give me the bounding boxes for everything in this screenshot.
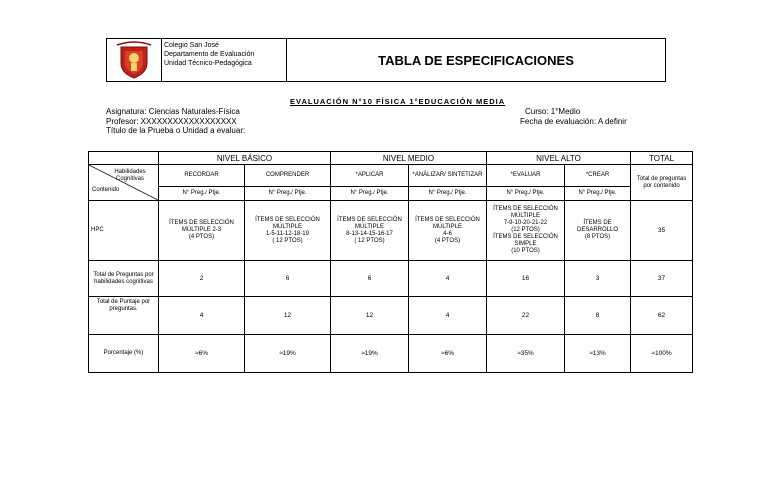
document-title: TABLA DE ESPECIFICACIONES	[378, 52, 574, 68]
table-cell: ≈13%	[565, 335, 631, 373]
logo-cell	[107, 39, 162, 81]
test-title-line: Título de la Prueba o Unidad a evaluar:	[106, 126, 246, 135]
hpc-cell: ÍTEMS DE SELECCIÓN MÚLTIPLE 2-3 (4 PTOS)	[159, 201, 245, 261]
skill-crear: *CREAR	[565, 165, 631, 187]
corner-blank	[89, 152, 159, 165]
hpc-cell: ÍTEMS DE DESARROLLO (8 PTOS)	[565, 201, 631, 261]
table-cell: 37	[631, 261, 693, 297]
school-crest-logo	[107, 39, 161, 81]
hpc-label: HPC	[89, 201, 159, 261]
table-cell: 12	[331, 297, 409, 335]
total-per-content-header: Total de preguntas por contenido	[631, 165, 693, 201]
table-cell: 22	[487, 297, 565, 335]
level-header-row	[89, 152, 693, 165]
preg-ptje-cell: N° Preg./ Ptje.	[245, 187, 331, 201]
preg-ptje-cell: N° Preg./ Ptje.	[565, 187, 631, 201]
skill-evaluar: *EVALUAR	[487, 165, 565, 187]
table-cell: 4	[159, 297, 245, 335]
preg-ptje-cell: N° Preg./ Ptje.	[331, 187, 409, 201]
table-cell: 4	[409, 297, 487, 335]
percentage-label: Porcentaje (%)	[89, 335, 159, 373]
unit-name: Unidad Técnico-Pedagógica	[164, 60, 252, 67]
skill-comprender: COMPRENDER	[245, 165, 331, 187]
date-line: Fecha de evaluación: A definir	[520, 117, 627, 126]
hpc-cell: ÍTEMS DE SELECCIÓN MÚLTIPLE 8-13-14-15-16-17 ( 12 PTOS)	[331, 201, 409, 261]
table-cell: 6	[331, 261, 409, 297]
level-medium: NIVEL MEDIO	[331, 152, 487, 165]
questions-label: Total de Preguntas por habilidades cognitivas	[89, 261, 159, 297]
school-name: Colegio San José	[164, 42, 219, 49]
skill-aplicar: *APLICAR	[331, 165, 409, 187]
preg-ptje-cell: N° Preg./ Ptje.	[487, 187, 565, 201]
skills-row	[89, 165, 693, 187]
table-cell: 6	[245, 261, 331, 297]
table-cell: 3	[565, 261, 631, 297]
level-basic: NIVEL BÁSICO	[159, 152, 331, 165]
header-box	[106, 38, 666, 82]
corner-cell	[89, 165, 159, 201]
preg-ptje-row	[89, 187, 693, 201]
level-total: TOTAL	[631, 152, 693, 165]
preg-ptje-cell: N° Preg./ Ptje.	[409, 187, 487, 201]
table-cell: 12	[245, 297, 331, 335]
department-name: Departamento de Evaluación	[164, 51, 255, 58]
table-cell: ≈6%	[409, 335, 487, 373]
hpc-cell: ÍTEMS DE SELECCIÓN MÚLTIPLE 7-9-10-20-21-22 (12 PTOS) ÍTEMS DE SELECCIÓN SIMPLE (10 PTOS)	[487, 201, 565, 261]
hpc-row	[89, 201, 693, 261]
corner-content-label: Contenido	[92, 187, 120, 193]
level-high: NIVEL ALTO	[487, 152, 631, 165]
percentage-row	[89, 335, 693, 373]
table-cell: 16	[487, 261, 565, 297]
table-cell: 62	[631, 297, 693, 335]
table-cell: 8	[565, 297, 631, 335]
skill-analizar: *ANÁLIZAR/ SINTETIZAR	[409, 165, 487, 187]
table-cell: 4	[409, 261, 487, 297]
hpc-cell: ÍTEMS DE SELECCIÓN MÚLTIPLE 4-6 (4 PTOS)	[409, 201, 487, 261]
score-row	[89, 297, 693, 335]
score-label: Total de Puntaje por preguntas.	[89, 297, 159, 335]
specifications-table	[88, 151, 693, 373]
table-cell: ≈19%	[331, 335, 409, 373]
table-cell: ≈6%	[159, 335, 245, 373]
hpc-cell: ÍTEMS DE SELECCIÓN MÚLTIPLE 1-5-11-12-18-19 ( 12 PTOS)	[245, 201, 331, 261]
corner-skills-label: Habilidades Cognitivas	[114, 169, 146, 182]
subject-line: Asignatura: Ciencias Naturales-Física	[106, 107, 240, 116]
teacher-line: Profesor: XXXXXXXXXXXXXXXXXX	[106, 117, 237, 126]
school-info	[161, 39, 287, 81]
preg-ptje-cell: N° Preg./ Ptje.	[159, 187, 245, 201]
questions-row	[89, 261, 693, 297]
table-cell: ≈100%	[631, 335, 693, 373]
evaluation-title: EVALUACIÓN N°10 FÍSICA 1°EDUCACIÓN MEDIA	[290, 97, 506, 106]
table-cell: ≈19%	[245, 335, 331, 373]
table-cell: 2	[159, 261, 245, 297]
hpc-total: 35	[631, 201, 693, 261]
course-line: Curso: 1°Medio	[525, 107, 581, 116]
table-cell: ≈35%	[487, 335, 565, 373]
skill-recordar: RECORDAR	[159, 165, 245, 187]
